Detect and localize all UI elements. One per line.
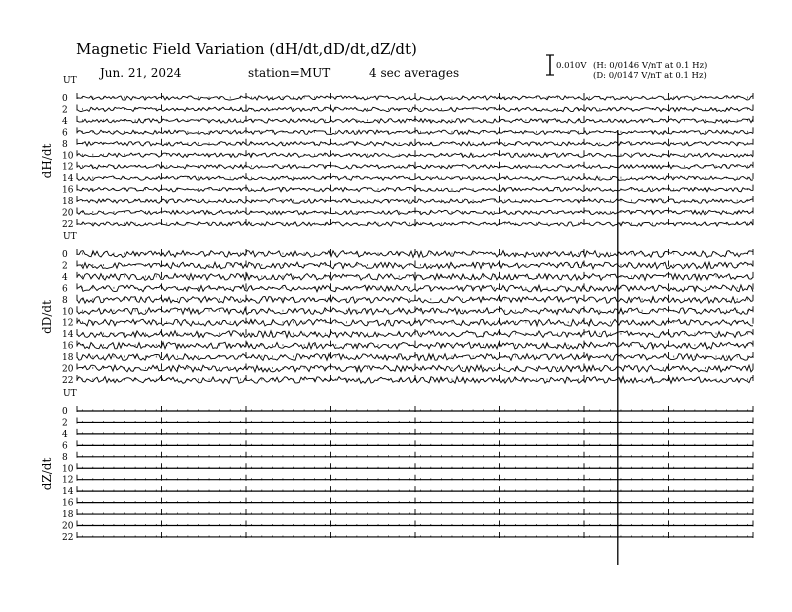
row-hour-label: 2 — [62, 418, 68, 429]
row-hour-label: 12 — [62, 318, 74, 329]
y-axis-label: dZ/dt — [40, 457, 54, 491]
row-hour-label: 20 — [62, 208, 74, 219]
row-hour-label: 18 — [62, 197, 74, 208]
row-hour-label: 18 — [62, 353, 74, 364]
row-hour-label: 22 — [62, 219, 74, 230]
row-hour-label: 8 — [62, 139, 68, 150]
row-hour-label: 0 — [62, 94, 68, 104]
row-hour-label: 22 — [62, 375, 74, 386]
row-hour-label: 20 — [62, 521, 74, 532]
row-hour-label: 8 — [62, 452, 68, 463]
row-hour-label: 2 — [62, 261, 68, 272]
panel-2 — [40, 232, 753, 386]
ut-axis-label: UT — [63, 76, 77, 86]
row-hour-label: 0 — [62, 407, 68, 417]
row-hour-label: 12 — [62, 475, 74, 486]
row-hour-label: 6 — [62, 128, 68, 139]
row-ticks — [77, 185, 753, 191]
scale-h-sensitivity: (H: 0/0146 V/nT at 0.1 Hz) — [593, 61, 708, 71]
row-ticks — [77, 196, 753, 202]
row-hour-label: 14 — [62, 330, 74, 341]
scale-bar — [546, 55, 707, 81]
scale-value: 0.010V — [556, 61, 587, 71]
row-hour-label: 16 — [62, 341, 74, 352]
panels — [40, 76, 753, 543]
y-axis-label: dH/dt — [40, 143, 54, 179]
row-ticks — [77, 150, 753, 156]
row-hour-label: 12 — [62, 162, 74, 173]
row-hour-label: 10 — [62, 307, 74, 318]
chart-title: Magnetic Field Variation (dH/dt,dD/dt,dZ/dt) — [76, 40, 417, 58]
row-hour-label: 4 — [62, 116, 68, 127]
panel-1 — [40, 76, 753, 230]
row-hour-label: 16 — [62, 498, 74, 509]
row-ticks — [77, 260, 753, 266]
row-hour-label: 4 — [62, 429, 68, 440]
panel-3 — [40, 389, 753, 543]
row-hour-label: 8 — [62, 295, 68, 306]
row-hour-label: 16 — [62, 185, 74, 196]
ut-axis-label: UT — [63, 389, 77, 399]
row-hour-label: 14 — [62, 487, 74, 498]
row-hour-label: 0 — [62, 250, 68, 260]
row-hour-label: 10 — [62, 151, 74, 162]
row-hour-label: 20 — [62, 364, 74, 375]
row-hour-label: 18 — [62, 510, 74, 521]
ut-axis-label: UT — [63, 232, 77, 242]
y-axis-label: dD/dt — [40, 300, 54, 334]
date-label: Jun. 21, 2024 — [100, 66, 182, 80]
row-ticks — [77, 249, 753, 255]
averaging-label: 4 sec averages — [369, 66, 460, 80]
row-ticks — [77, 283, 753, 289]
row-hour-label: 4 — [62, 272, 68, 283]
scale-d-sensitivity: (D: 0/0147 V/nT at 0.1 Hz) — [593, 71, 707, 81]
row-hour-label: 22 — [62, 532, 74, 543]
row-hour-label: 6 — [62, 441, 68, 452]
row-hour-label: 6 — [62, 284, 68, 295]
row-hour-label: 14 — [62, 174, 74, 185]
row-hour-label: 2 — [62, 105, 68, 116]
row-hour-label: 10 — [62, 464, 74, 475]
station-label: station=MUT — [248, 66, 331, 80]
